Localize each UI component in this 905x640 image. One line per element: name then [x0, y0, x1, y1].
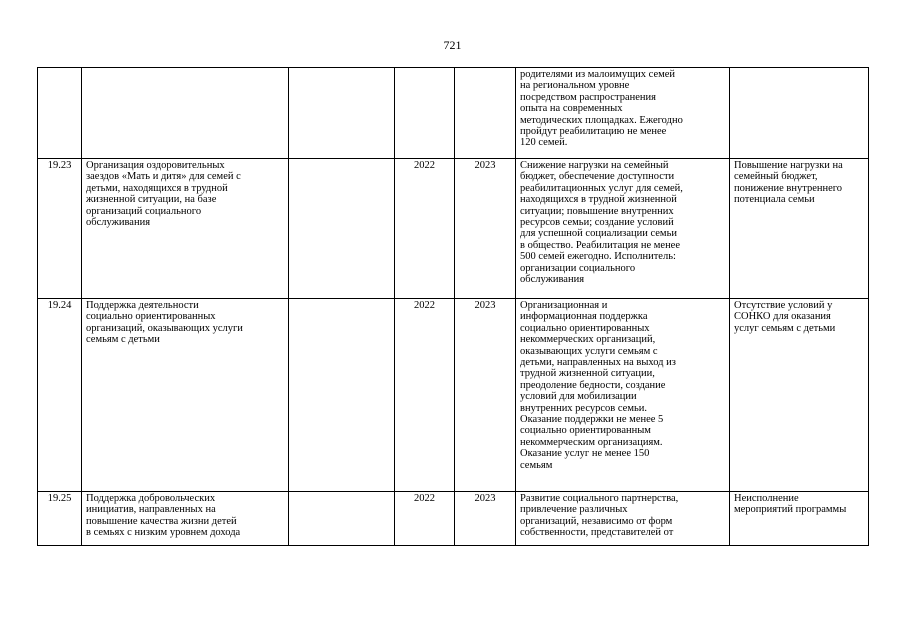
risk-cell	[730, 68, 869, 159]
expected-result-cell: родителями из малоимущих семей на региональном уровне посредством распространения опыта на современных методических площадках. Ежегодно пройдут реабилитацию не менее 120 семей.	[516, 68, 730, 159]
row-number-cell: 19.23	[38, 159, 82, 299]
measure-name-cell: Поддержка добровольческих инициатив, направленных на повышение качества жизни детей в семьях с низким уровнем дохода	[82, 492, 289, 546]
expected-result-cell: Снижение нагрузки на семейный бюджет, обеспечение доступности реабилитационных услуг для семей, находящихся в трудной жизненной ситуации; повышение внутренних ресурсов семьи; создание условий для успешной социализации семьи в общество. Реабилитация не менее 500 семей ежегодно. Исполнитель: организации социального обслуживания	[516, 159, 730, 299]
page-number: 721	[443, 38, 462, 52]
start-year-cell: 2022	[395, 492, 455, 546]
start-year-cell: 2022	[395, 159, 455, 299]
table-row	[38, 299, 869, 492]
measure-name-cell: Поддержка деятельности социально ориентированных организаций, оказывающих услуги семьям с детьми	[82, 299, 289, 492]
row-number-cell	[38, 68, 82, 159]
risk-cell: Отсутствие условий у СОНКО для оказания услуг семьям с детьми	[730, 299, 869, 492]
table-row	[38, 492, 869, 546]
risk-cell: Неисполнение мероприятий программы	[730, 492, 869, 546]
expected-result-cell: Организационная и информационная поддержка социально ориентированных некоммерческих организаций, оказывающих услуги семьям с детьми, направленных на выход из трудной жизненной ситуации, преодоление бедности, создание условий для мобилизации внутренних ресурсов семьи. Оказание поддержки не менее 5 социально ориентированным некоммерческим организациям. Оказание услуг не менее 150 семьям	[516, 299, 730, 492]
start-year-cell	[395, 68, 455, 159]
row-number-cell: 19.24	[38, 299, 82, 492]
measure-name-cell: Организация оздоровительных заездов «Мать и дитя» для семей с детьми, находящихся в трудной жизненной ситуации, на базе организаций социального обслуживания	[82, 159, 289, 299]
start-year-cell: 2022	[395, 299, 455, 492]
empty-cell	[289, 299, 395, 492]
measure-name-cell	[82, 68, 289, 159]
risk-cell: Повышение нагрузки на семейный бюджет, понижение внутреннего потенциала семьи	[730, 159, 869, 299]
table-row	[38, 68, 869, 159]
end-year-cell	[455, 68, 516, 159]
empty-cell	[289, 159, 395, 299]
end-year-cell: 2023	[455, 492, 516, 546]
measures-table	[37, 67, 869, 546]
row-number-cell: 19.25	[38, 492, 82, 546]
table-row	[38, 159, 869, 299]
empty-cell	[289, 492, 395, 546]
expected-result-cell: Развитие социального партнерства, привлечение различных организаций, независимо от форм собственности, представителей от	[516, 492, 730, 546]
end-year-cell: 2023	[455, 299, 516, 492]
end-year-cell: 2023	[455, 159, 516, 299]
table-body	[38, 68, 869, 546]
empty-cell	[289, 68, 395, 159]
